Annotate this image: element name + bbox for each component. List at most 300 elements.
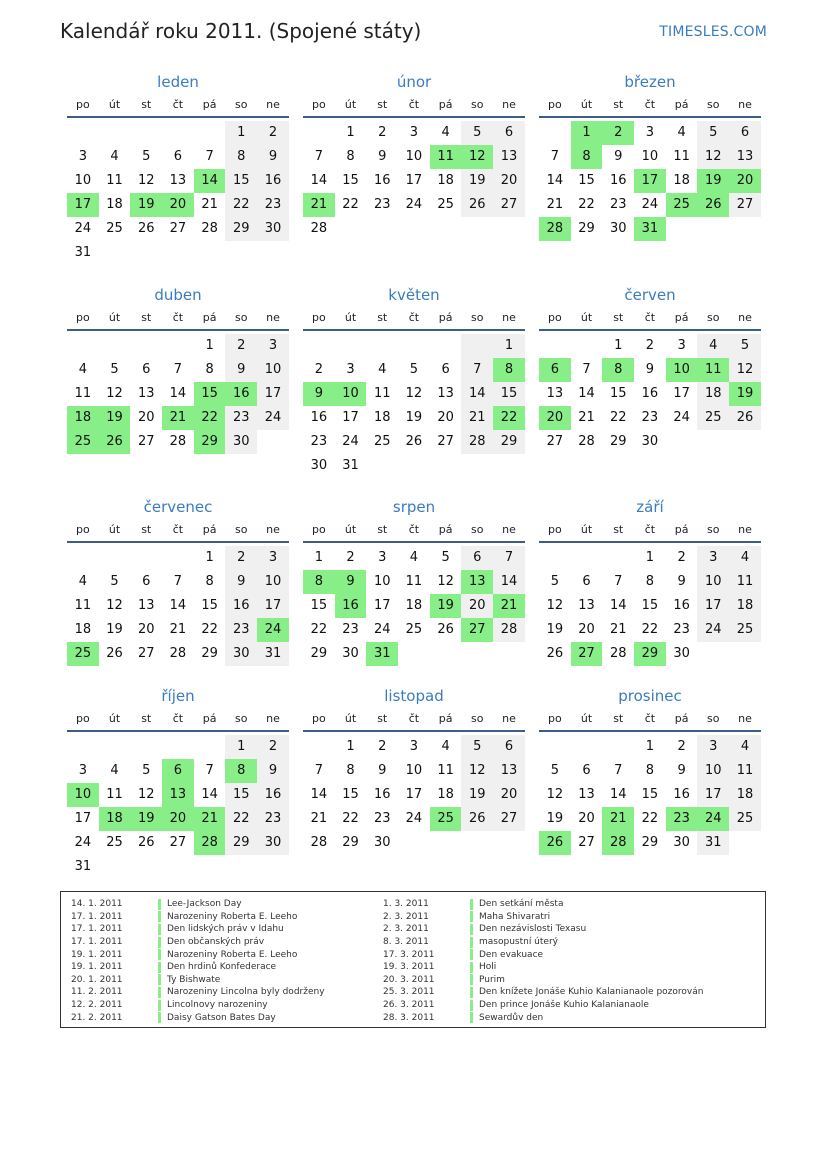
day-cell: 31 [342,457,359,473]
holiday-day-cell: 19 [729,382,761,406]
day-cell: 7 [614,762,623,778]
weekday-header [67,94,289,114]
empty-cell [130,546,162,570]
weekday-label: ne [502,711,516,725]
weekday-label: so [707,97,720,111]
day-cell: 5 [461,735,493,759]
weekday-label: pá [674,711,689,725]
weekday-header [539,519,761,539]
empty-cell [67,546,99,570]
day-cell: 26 [437,621,454,637]
month-4 [303,283,525,478]
day-cell: 6 [142,573,151,589]
day-cell: 19 [106,621,123,637]
holiday-day-cell: 31 [366,642,398,666]
empty-cell [130,241,162,265]
day-cell: 12 [729,358,761,382]
day-cell: 10 [257,358,289,382]
day-cell: 13 [546,385,564,401]
weekday-label: st [377,522,388,536]
day-cell: 14 [493,570,525,594]
holiday-row [61,911,325,924]
day-cell: 13 [493,759,525,783]
day-cell: 30 [373,834,391,850]
weekday-label: po [311,97,326,111]
holiday-day-cell: 29 [634,642,666,666]
day-cell: 16 [373,172,391,188]
day-cell: 23 [641,409,659,425]
weekday-label: st [613,711,624,725]
weekday-label: út [344,522,357,536]
weekday-header [303,307,525,327]
weekday-label: út [580,522,593,536]
day-cell: 15 [641,786,659,802]
day-cell: 14 [461,382,493,406]
day-cell: 18 [729,783,761,807]
day-cell: 5 [142,762,151,778]
empty-cell [493,831,525,855]
day-cell: 29 [493,430,525,454]
empty-cell [729,217,761,241]
weekday-label: út [108,711,121,725]
day-grid [67,735,289,879]
day-cell: 17 [673,385,690,401]
day-cell: 1 [346,738,355,754]
holiday-marker [470,1000,473,1011]
weekday-label: čt [172,97,184,111]
empty-cell [398,642,430,666]
weekday-label: pá [674,522,689,536]
day-cell: 22 [310,621,328,637]
holiday-name: Den evakuace [479,949,544,960]
weekday-label: ne [266,97,280,111]
weekday-label: ne [266,310,280,324]
weekday-label: so [707,711,720,725]
weekday-header [67,519,289,539]
holiday-day-cell: 12 [461,145,493,169]
day-cell: 5 [550,573,559,589]
day-cell: 8 [205,361,214,377]
weekday-label: po [75,711,90,725]
day-cell: 1 [205,337,214,353]
empty-cell [99,121,131,145]
day-cell: 8 [346,148,355,164]
holiday-marker [158,949,161,960]
month-name: duben [154,286,202,304]
day-cell: 15 [201,597,218,613]
day-cell: 2 [314,361,323,377]
holiday-day-cell: 9 [303,382,335,406]
day-cell: 10 [373,573,391,589]
weekday-label: ne [266,711,280,725]
header-rule [67,730,289,732]
weekday-label: ne [738,310,752,324]
day-cell: 9 [645,361,655,377]
holiday-date: 17. 1. 2011 [71,924,123,935]
weekday-label: st [613,97,624,111]
month-name: květen [388,286,440,304]
day-cell: 12 [461,759,493,783]
weekday-label: čt [644,522,656,536]
day-cell: 28 [169,433,187,449]
empty-cell [67,334,99,358]
holiday-day-cell: 23 [666,807,698,831]
holiday-day-cell: 19 [430,594,462,618]
holiday-marker [158,1012,161,1023]
day-cell: 26 [106,645,123,661]
day-cell: 28 [609,645,627,661]
day-cell: 27 [493,807,525,831]
day-cell: 16 [609,172,627,188]
month-name: leden [157,73,199,91]
day-cell: 4 [78,361,87,377]
day-cell: 3 [697,546,729,570]
holiday-date: 1. 3. 2011 [383,899,429,910]
holiday-name: Lincolnovy narozeniny [167,1000,268,1011]
empty-cell [398,454,430,478]
weekday-label: út [108,97,121,111]
weekday-label: pá [438,711,453,725]
day-cell: 25 [106,220,123,236]
day-cell: 1 [493,334,525,358]
day-cell: 14 [578,385,595,401]
holiday-name: Holi [479,962,497,973]
holiday-day-cell: 27 [461,618,493,642]
day-cell: 18 [437,786,454,802]
holiday-day-cell: 10 [67,783,99,807]
day-cell: 16 [373,786,391,802]
day-cell: 2 [378,124,387,140]
day-cell: 11 [106,172,123,188]
holiday-day-cell: 18 [99,807,131,831]
day-cell: 2 [225,334,257,358]
day-cell: 25 [106,834,123,850]
holiday-day-cell: 26 [539,831,571,855]
holiday-name: Den setkání města [479,899,564,910]
holiday-day-cell: 20 [729,169,761,193]
day-cell: 14 [546,172,564,188]
weekday-header [539,94,761,114]
day-cell: 5 [142,148,151,164]
day-cell: 25 [697,406,729,430]
day-cell: 23 [373,810,391,826]
weekday-label: út [108,310,121,324]
day-cell: 27 [729,193,761,217]
holiday-date: 8. 3. 2011 [383,937,429,948]
day-cell: 12 [405,385,423,401]
day-cell: 25 [373,433,391,449]
day-cell: 13 [137,385,155,401]
month-name: červen [624,286,676,304]
day-cell: 14 [609,786,627,802]
holiday-marker [158,899,161,910]
day-cell: 7 [205,148,214,164]
day-cell: 11 [106,786,123,802]
day-cell: 23 [373,196,391,212]
day-cell: 27 [437,433,454,449]
holiday-date: 17. 1. 2011 [71,937,123,948]
day-cell: 28 [169,645,187,661]
weekday-label: čt [644,97,656,111]
holiday-day-cell: 8 [303,570,335,594]
day-cell: 1 [314,549,323,565]
day-cell: 22 [225,807,257,831]
holiday-row [61,974,325,987]
weekday-label: st [377,97,388,111]
holiday-day-cell: 6 [539,358,571,382]
empty-cell [493,642,525,666]
day-cell: 11 [729,570,761,594]
day-cell: 9 [225,570,257,594]
month-name: září [636,498,664,516]
day-cell: 4 [78,573,87,589]
day-cell: 18 [697,382,729,406]
holiday-row [373,898,703,911]
day-cell: 5 [110,573,119,589]
day-cell: 12 [546,597,564,613]
day-cell: 19 [546,621,564,637]
day-grid [539,735,761,855]
holiday-day-cell: 20 [162,807,194,831]
holiday-name: Den hrdinů Konfederace [167,962,277,973]
weekday-label: po [75,310,90,324]
day-cell: 7 [461,358,493,382]
header-rule [67,116,289,118]
holiday-marker [158,911,161,922]
holiday-name: Ty Bishwate [167,974,221,985]
day-cell: 1 [645,549,655,565]
holiday-row [61,986,325,999]
empty-cell [335,334,367,358]
day-cell: 29 [225,217,257,241]
holiday-marker [158,987,161,998]
day-cell: 28 [493,618,525,642]
day-cell: 29 [578,220,595,236]
day-cell: 17 [257,594,289,618]
header-rule [303,730,525,732]
empty-cell [257,241,289,265]
weekday-label: út [108,522,121,536]
holiday-row [61,999,325,1012]
day-cell: 22 [201,621,218,637]
day-cell: 30 [310,457,328,473]
weekday-label: po [311,711,326,725]
day-cell: 12 [437,573,454,589]
holiday-day-cell: 11 [430,145,462,169]
empty-cell [366,454,398,478]
holiday-date: 19. 1. 2011 [71,962,123,973]
holiday-date: 25. 3. 2011 [383,987,435,998]
holiday-day-cell: 13 [461,570,493,594]
holiday-day-cell: 16 [335,594,367,618]
holiday-marker [158,974,161,985]
day-cell: 4 [441,124,450,140]
day-cell: 23 [257,193,289,217]
day-cell: 10 [641,148,659,164]
holiday-column-left [61,898,325,1024]
day-cell: 3 [78,762,87,778]
weekday-label: po [547,711,562,725]
weekday-label: út [580,711,593,725]
day-cell: 4 [677,124,686,140]
day-cell: 18 [106,196,123,212]
weekday-label: po [311,310,326,324]
day-cell: 11 [74,385,92,401]
day-cell: 6 [142,361,151,377]
day-cell: 13 [578,786,595,802]
day-cell: 20 [437,409,454,425]
holiday-list [60,891,766,1028]
day-grid [67,546,289,666]
holiday-date: 20. 1. 2011 [71,974,123,985]
brand-link[interactable]: TIMESLES.COM [659,24,767,40]
day-cell: 24 [697,618,729,642]
day-cell: 2 [677,549,686,565]
weekday-header [67,307,289,327]
day-cell: 26 [137,834,155,850]
weekday-label: so [707,310,720,324]
weekday-label: pá [438,97,453,111]
month-2 [539,70,761,241]
empty-cell [257,855,289,879]
month-11 [539,684,761,855]
weekday-label: pá [202,522,217,536]
day-grid [539,334,761,454]
weekday-label: po [547,310,562,324]
day-cell: 8 [645,762,655,778]
holiday-row [61,936,325,949]
empty-cell [697,430,729,454]
holiday-row [373,1011,703,1024]
day-cell: 18 [373,409,391,425]
day-cell: 30 [225,642,257,666]
day-cell: 4 [110,762,119,778]
day-cell: 3 [378,549,387,565]
empty-cell [99,241,131,265]
empty-cell [729,642,761,666]
day-cell: 4 [697,334,729,358]
day-cell: 11 [405,573,423,589]
holiday-marker [470,974,473,985]
weekday-label: út [580,310,593,324]
day-cell: 15 [225,169,257,193]
holiday-date: 19. 3. 2011 [383,962,435,973]
month-name: prosinec [618,687,682,705]
holiday-day-cell: 17 [67,193,99,217]
weekday-label: pá [438,522,453,536]
day-cell: 29 [201,645,218,661]
weekday-label: ne [266,522,280,536]
holiday-row [373,961,703,974]
empty-cell [162,855,194,879]
day-cell: 23 [342,621,359,637]
day-cell: 2 [346,549,355,565]
holiday-day-cell: 19 [130,193,162,217]
weekday-label: st [377,711,388,725]
day-cell: 19 [405,409,423,425]
day-cell: 5 [729,334,761,358]
empty-cell [67,121,99,145]
empty-cell [162,546,194,570]
day-cell: 14 [169,597,187,613]
day-cell: 20 [578,810,595,826]
day-cell: 16 [641,385,659,401]
weekday-label: st [141,310,152,324]
holiday-name: Narozeniny Roberta E. Leeho [167,949,298,960]
weekday-label: ne [502,522,516,536]
holiday-marker [470,949,473,960]
holiday-row [373,986,703,999]
holiday-marker [470,899,473,910]
holiday-row [61,1011,325,1024]
weekday-label: st [613,522,624,536]
day-cell: 28 [578,433,595,449]
weekday-label: ne [502,97,516,111]
day-cell: 9 [614,148,623,164]
empty-cell [430,334,462,358]
day-cell: 2 [257,121,289,145]
empty-cell [225,241,257,265]
weekday-label: pá [438,310,453,324]
empty-cell [666,430,698,454]
day-cell: 26 [546,645,564,661]
holiday-row [61,923,325,936]
holiday-day-cell: 15 [194,382,226,406]
empty-cell [99,735,131,759]
day-cell: 17 [342,409,359,425]
holiday-name: masopustní úterý [479,937,558,948]
empty-cell [602,546,634,570]
empty-cell [461,642,493,666]
day-cell: 3 [257,546,289,570]
empty-cell [571,546,603,570]
holiday-day-cell: 19 [130,807,162,831]
day-cell: 22 [609,409,627,425]
weekday-label: so [471,97,484,111]
day-cell: 24 [257,406,289,430]
holiday-day-cell: 8 [571,145,603,169]
day-cell: 26 [405,433,423,449]
day-cell: 27 [137,433,155,449]
holiday-date: 11. 2. 2011 [71,987,123,998]
day-cell: 2 [257,735,289,759]
day-cell: 27 [493,193,525,217]
day-grid [303,546,525,666]
month-10 [303,684,525,855]
weekday-header [303,708,525,728]
day-cell: 23 [673,621,690,637]
holiday-day-cell: 24 [257,618,289,642]
empty-cell [571,735,603,759]
day-cell: 30 [342,645,359,661]
holiday-row [373,948,703,961]
header-rule [303,329,525,331]
header-rule [67,541,289,543]
day-cell: 31 [257,642,289,666]
day-cell: 27 [578,834,595,850]
day-cell: 24 [405,196,423,212]
weekday-label: po [75,522,90,536]
day-cell: 25 [729,618,761,642]
day-cell: 10 [697,759,729,783]
day-cell: 18 [437,172,454,188]
day-cell: 15 [342,172,359,188]
holiday-day-cell: 28 [602,831,634,855]
empty-cell [430,217,462,241]
day-cell: 7 [173,573,183,589]
day-cell: 25 [405,621,423,637]
empty-cell [539,546,571,570]
